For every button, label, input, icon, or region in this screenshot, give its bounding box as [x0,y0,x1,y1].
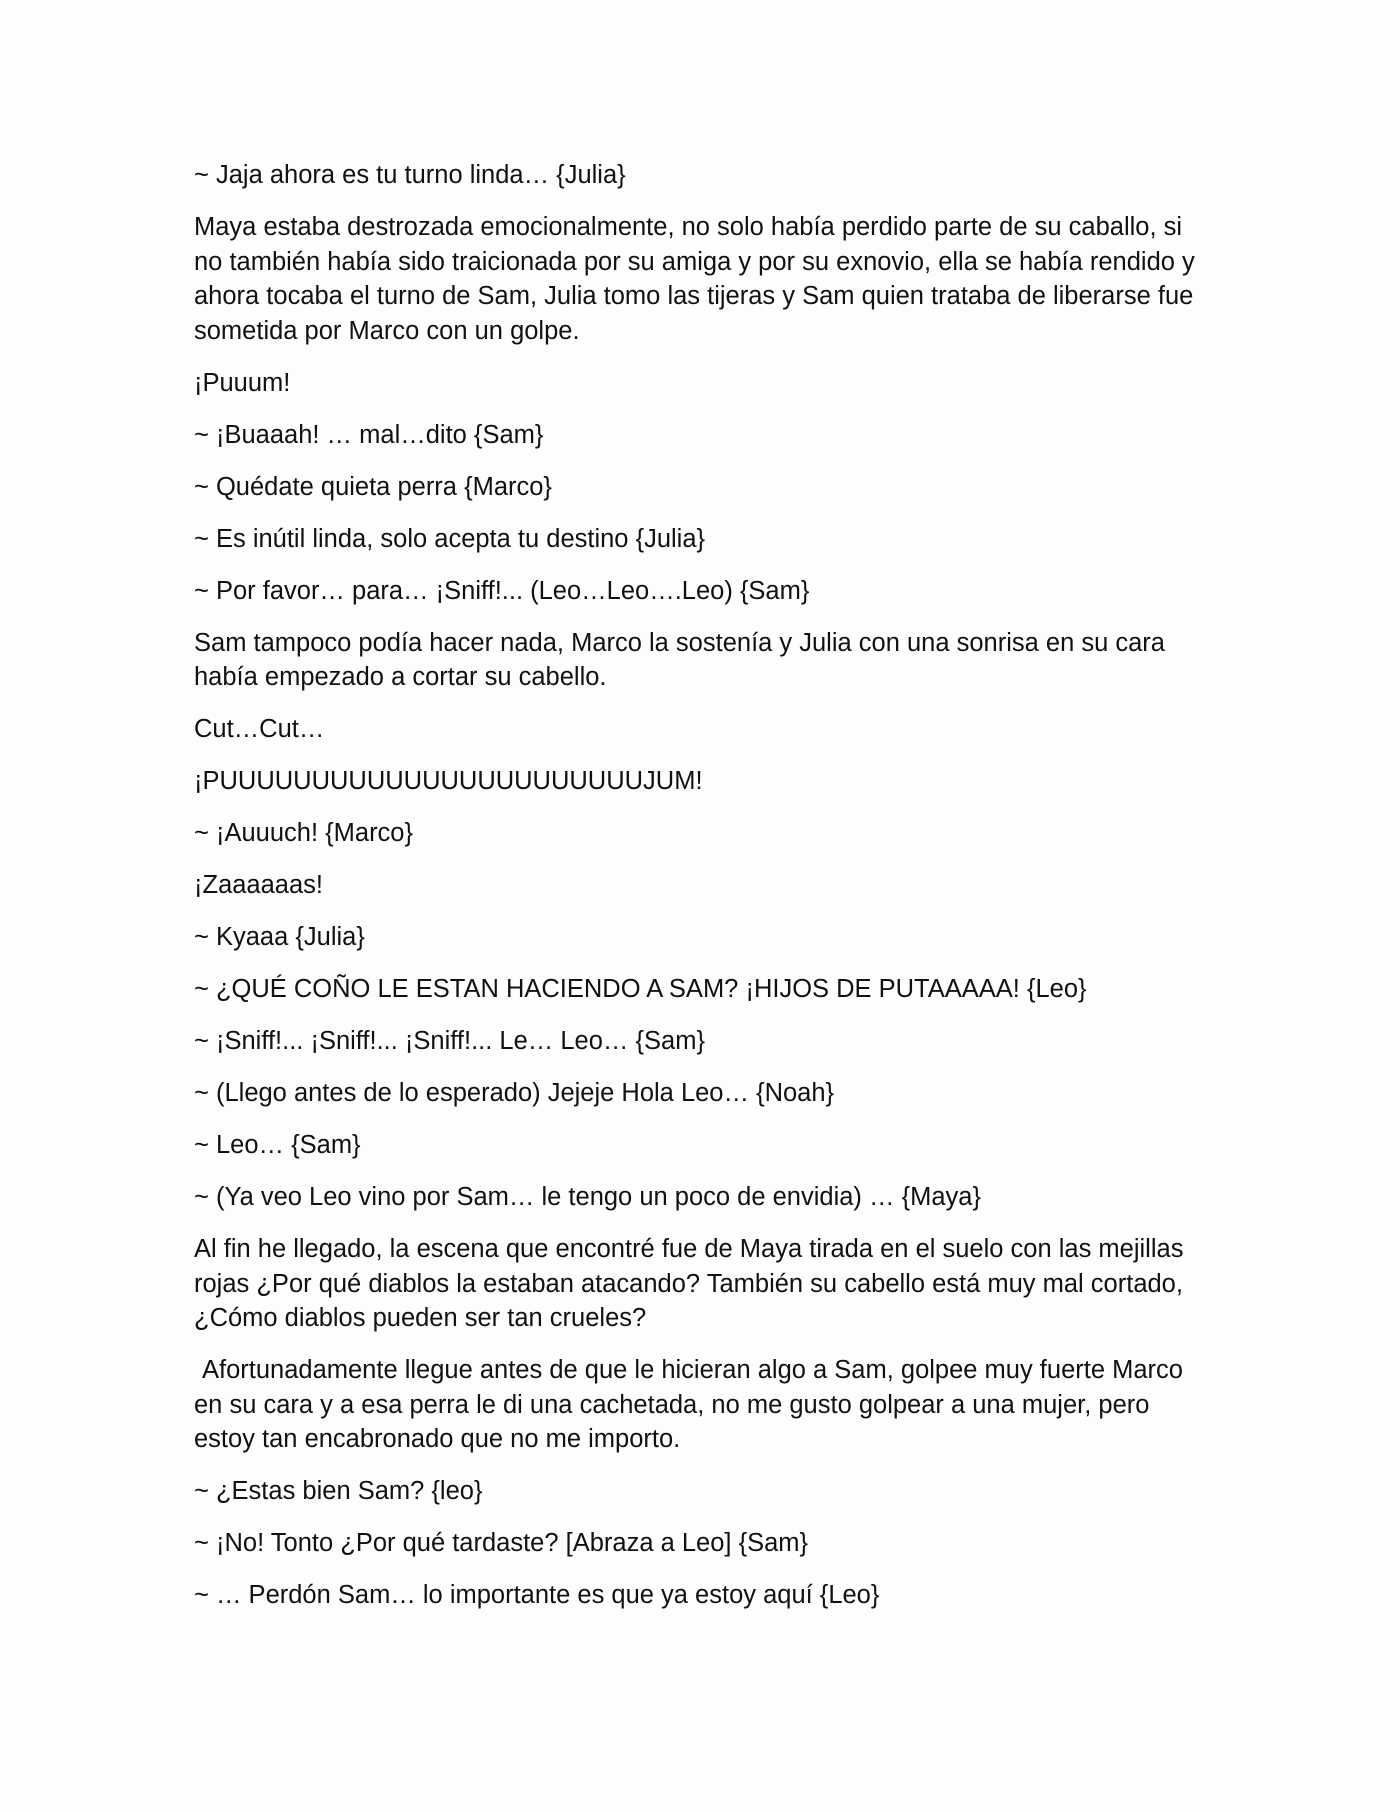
sound-effect-line: ¡PUUUUUUUUUUUUUUUUUUUUUUUJUM! [194,767,703,795]
dialogue-line: ~ ¡No! Tonto ¿Por qué tardaste? [Abraza a Leo] {Sam} [194,1529,809,1557]
sound-effect-line: Cut…Cut… [194,715,325,743]
dialogue-line: ~ Leo… {Sam} [194,1131,361,1159]
dialogue-line: ~ Jaja ahora es tu turno linda… {Julia} [194,161,626,189]
dialogue-line: ~ ¡Auuuch! {Marco} [194,819,414,847]
narration-paragraph: Al fin he llegado, la escena que encontré fue de Maya tirada en el suelo con las mejillas rojas ¿Por qué diablos la estaban atacando? También su cabello está muy mal cortado, ¿Cómo diablos pueden ser tan crueles? [194,1235,1184,1332]
dialogue-line: ~ (Llego antes de lo esperado) Jejeje Hola Leo… {Noah} [194,1079,835,1107]
document-body [194,158,1214,1630]
sound-effect-line: ¡Zaaaaaas! [194,871,323,899]
dialogue-line: ~ ¡Buaaah! … mal…dito {Sam} [194,420,544,449]
dialogue-line: ~ Es inútil linda, solo acepta tu destino {Julia} [194,524,706,553]
dialogue-line: ~ ¿QUÉ COÑO LE ESTAN HACIENDO A SAM? ¡HIJOS DE PUTAAAAA! {Leo} [194,975,1087,1003]
narration-paragraph: Afortunadamente llegue antes de que le hicieran algo a Sam, golpee muy fuerte Marco en su cara y a esa perra le di una cachetada, no me gusto golpear a una mujer, pero estoy tan encabronado que no me importo. [194,1356,1183,1453]
dialogue-line: ~ (Ya veo Leo vino por Sam… le tengo un poco de envidia) … {Maya} [194,1183,981,1211]
sound-effect-line: ¡Puuum! [194,368,291,397]
narration-paragraph: Sam tampoco podía hacer nada, Marco la sostenía y Julia con una sonrisa en su cara había empezado a cortar su cabello. [194,628,1165,691]
dialogue-line: ~ Kyaaa {Julia} [194,923,365,951]
dialogue-line: ~ Por favor… para… ¡Sniff!... (Leo…Leo….Leo) {Sam} [194,576,810,605]
dialogue-line: ~ … Perdón Sam… lo importante es que ya estoy aquí {Leo} [194,1581,880,1609]
dialogue-line: ~ Quédate quieta perra {Marco} [194,472,552,501]
narration-paragraph: Maya estaba destrozada emocionalmente, no solo había perdido parte de su caballo, si no también había sido traicionada por su amiga y por su exnovio, ella se había rendido y ahora tocaba el turno de Sam, Julia tomo las tijeras y Sam quien trataba de liberarse fue sometida por Marco con un golpe. [194,213,1195,345]
dialogue-line: ~ ¡Sniff!... ¡Sniff!... ¡Sniff!... Le… Leo… {Sam} [194,1027,705,1055]
dialogue-line: ~ ¿Estas bien Sam? {leo} [194,1477,483,1505]
